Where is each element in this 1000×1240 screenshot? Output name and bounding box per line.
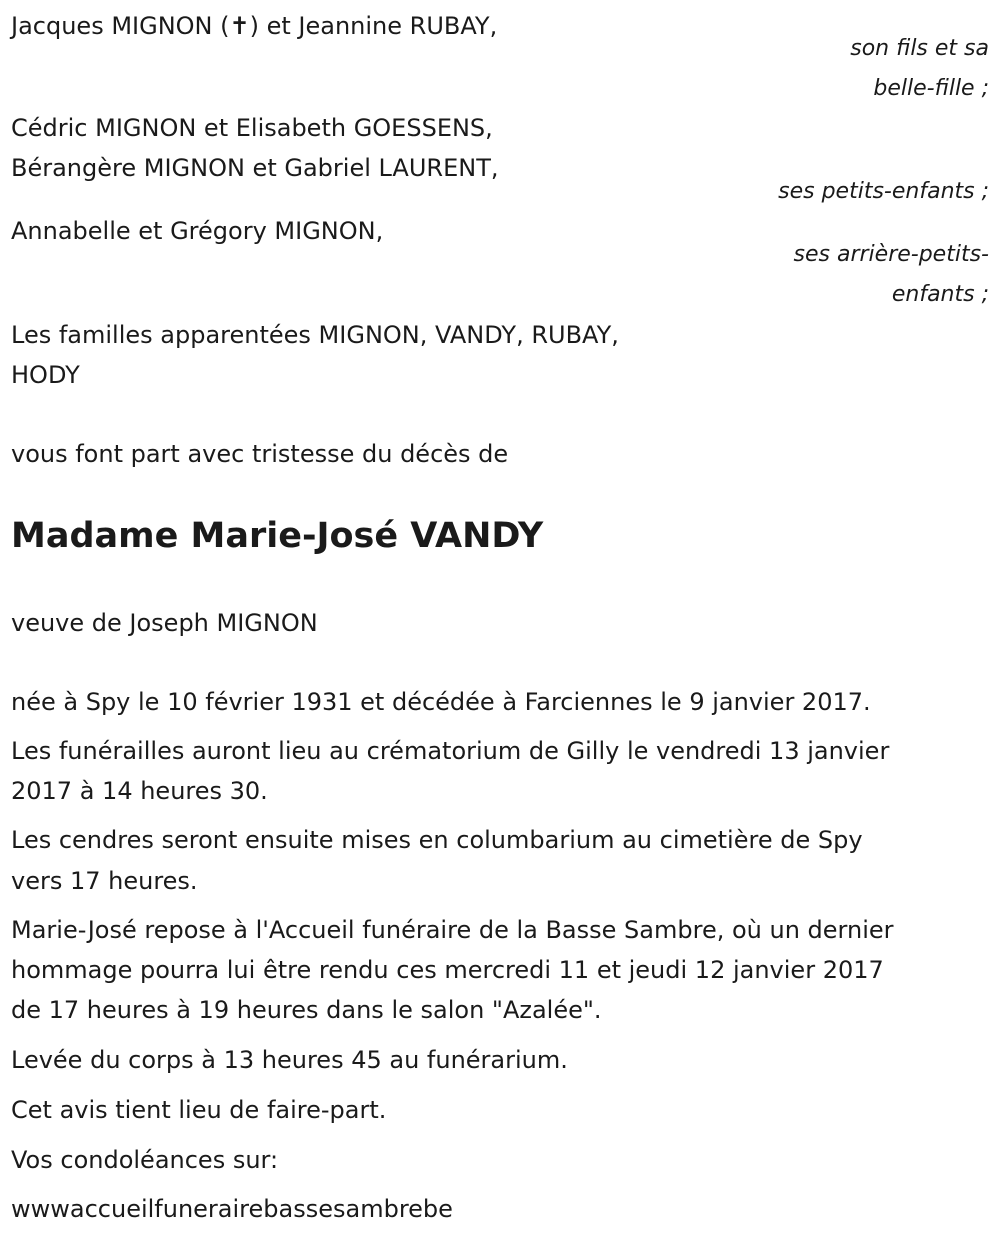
ashes-line-2: vers 17 heures. bbox=[11, 867, 198, 895]
role-great-grandchildren-line2: enfants ; bbox=[891, 282, 989, 307]
role-son-line1: son fils et sa bbox=[850, 36, 989, 61]
family-line-related-1: Les familles apparentées MIGNON, VANDY, RUBAY, bbox=[11, 321, 619, 349]
family-line-grandchild-1: Cédric MIGNON et Elisabeth GOESSENS, bbox=[11, 114, 493, 142]
notice-line: Cet avis tient lieu de faire-part. bbox=[11, 1096, 387, 1124]
rest-line-1: Marie-José repose à l'Accueil funéraire de la Basse Sambre, où un dernier bbox=[11, 916, 894, 944]
condolences-label: Vos condoléances sur: bbox=[11, 1146, 279, 1174]
intro-text: vous font part avec tristesse du décès de bbox=[11, 440, 509, 468]
widow-of: veuve de Joseph MIGNON bbox=[11, 609, 318, 637]
rest-line-3: de 17 heures à 19 heures dans le salon "Azalée". bbox=[11, 996, 602, 1024]
lifting-line: Levée du corps à 13 heures 45 au funérarium. bbox=[11, 1046, 568, 1074]
family-line-son: Jacques MIGNON (✝) et Jeannine RUBAY, bbox=[11, 12, 498, 40]
birth-death-line: née à Spy le 10 février 1931 et décédée à Farciennes le 9 janvier 2017. bbox=[11, 688, 871, 716]
family-line-related-2: HODY bbox=[11, 361, 80, 389]
rest-line-2: hommage pourra lui être rendu ces mercredi 11 et jeudi 12 janvier 2017 bbox=[11, 956, 884, 984]
family-line-grandchild-2: Bérangère MIGNON et Gabriel LAURENT, bbox=[11, 154, 499, 182]
condolences-website: wwwaccueilfunerairebassesambrebe bbox=[11, 1195, 453, 1223]
funeral-line-1: Les funérailles auront lieu au crématorium de Gilly le vendredi 13 janvier bbox=[11, 737, 890, 765]
ashes-line-1: Les cendres seront ensuite mises en columbarium au cimetière de Spy bbox=[11, 826, 863, 854]
funeral-line-2: 2017 à 14 heures 30. bbox=[11, 777, 268, 805]
family-line-great-grandchildren: Annabelle et Grégory MIGNON, bbox=[11, 217, 384, 245]
role-great-grandchildren-line1: ses arrière-petits- bbox=[793, 242, 989, 267]
deceased-name: Madame Marie-José VANDY bbox=[11, 516, 544, 556]
role-grandchildren: ses petits-enfants ; bbox=[778, 179, 989, 204]
role-son-line2: belle-fille ; bbox=[873, 76, 989, 101]
